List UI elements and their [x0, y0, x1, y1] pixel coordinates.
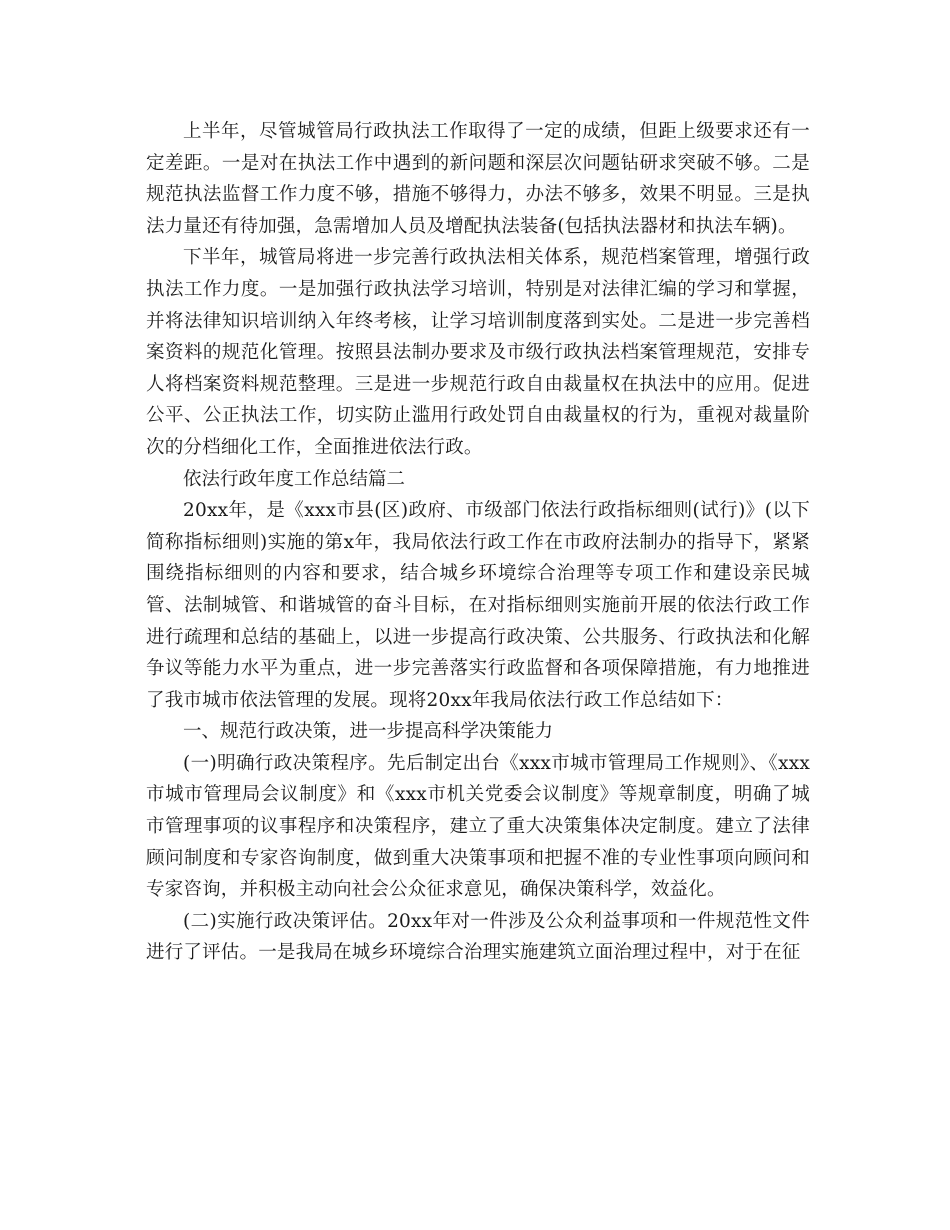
paragraph-annual-intro: 20xx年，是《xxx市县(区)政府、市级部门依法行政指标细则(试行)》(以下简称指标细则)实施的第x年，我局依法行政工作在市政府法制办的指导下，紧紧围绕指标细则的内容和要求，结合城乡环境综合治理等专项工作和建设亲民城管、法制城管、和谐城管的奋斗目标，在对指标细则实施前开展的依法行政工作进行疏理和总结的基础上，以进一步提高行政决策、公共服务、行政执法和化解争议等能力水平为重点，进一步完善落实行政监督和各项保障措施，有力地推进了我市城市依法管理的发展。现将20xx年我局依法行政工作总结如下：	[146, 500, 810, 711]
paragraph-decision-evaluation: (二)实施行政决策评估。20xx年对一件涉及公众利益事项和一件规范性文件进行了评估。一是我局在城乡环境综合治理实施建筑立面治理过程中，对于在征	[146, 910, 810, 964]
document-body	[146, 116, 810, 969]
paragraph-first-half-summary: 上半年，尽管城管局行政执法工作取得了一定的成绩，但距上级要求还有一定差距。一是对在执法工作中遇到的新问题和深层次问题钻研求突破不够。二是规范执法监督工作力度不够，措施不够得力，办法不够多，效果不明显。三是执法力量还有待加强，急需增加人员及增配执法装备(包括执法器材和执法车辆)。	[146, 121, 810, 237]
section-heading-decision: 一、规范行政决策，进一步提高科学决策能力	[183, 721, 554, 743]
section-title-part-two: 依法行政年度工作总结篇二	[183, 468, 406, 490]
paragraph-second-half-plan: 下半年，城管局将进一步完善行政执法相关体系，规范档案管理，增强行政执法工作力度。一是加强行政执法学习培训，特别是对法律汇编的学习和掌握，并将法律知识培训纳入年终考核，让学习培训制度落到实处。二是进一步完善档案资料的规范化管理。按照县法制办要求及市级行政执法档案管理规范，安排专人将档案资料规范整理。三是进一步规范行政自由裁量权在执法中的应用。促进公平、公正执法工作，切实防止滥用行政处罚自由裁量权的行为，重视对裁量阶次的分档细化工作，全面推进依法行政。	[146, 247, 810, 458]
paragraph-decision-procedure: (一)明确行政决策程序。先后制定出台《xxx市城市管理局工作规则》、《xxx市城市管理局会议制度》和《xxx市机关党委会议制度》等规章制度，明确了城市管理事项的议事程序和决策程序，建立了重大决策集体决定制度。建立了法律顾问制度和专家咨询制度，做到重大决策事项和把握不准的专业性事项向顾问和专家咨询，并积极主动向社会公众征求意见，确保决策科学，效益化。	[146, 752, 810, 901]
